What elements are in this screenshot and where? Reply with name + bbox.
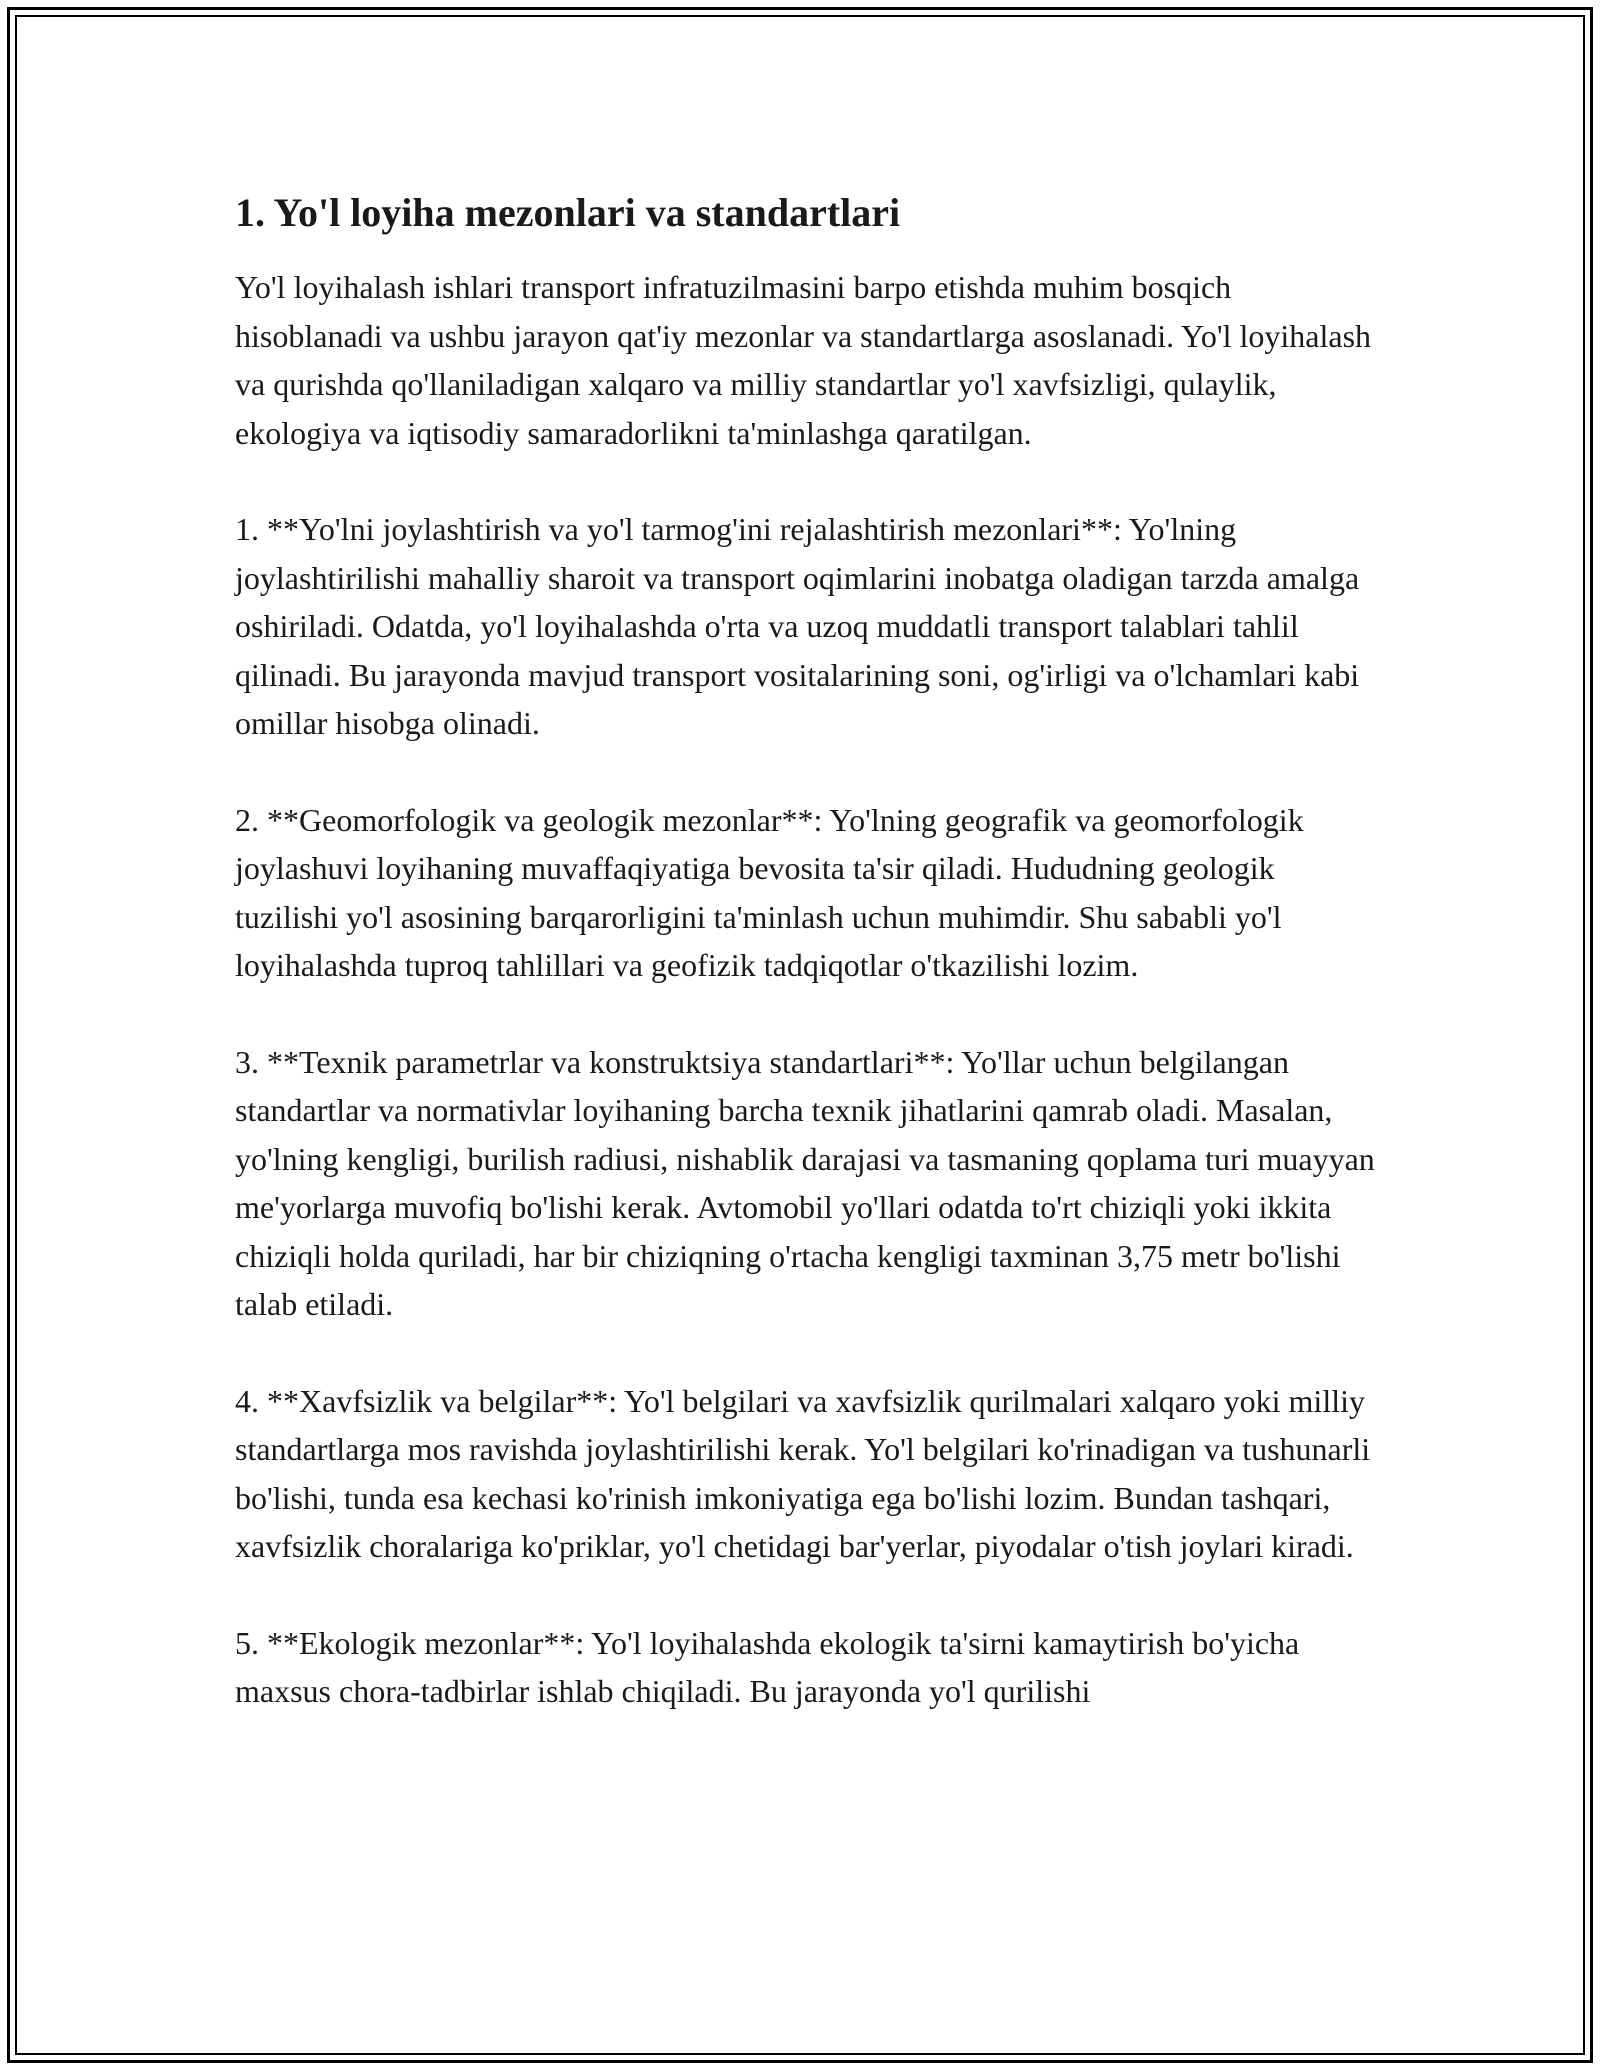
document-body <box>235 185 1375 1764</box>
criterion-safety-paragraph: 4. **Xavfsizlik va belgilar**: Yo'l belgilari va xavfsizlik qurilmalari xalqaro yoki milliy standartlarga mos ravishda joylashtirilishi kerak. Yo'l belgilari ko'rinadigan va tushunarli bo'lishi, tunda esa kechasi ko'rinish imkoniyatiga ega bo'lishi lozim. Bundan tashqari, xavfsizlik choralariga ko'priklar, yo'l chetidagi bar'yerlar, piyodalar o'tish joylari kiradi. <box>235 1382 1371 1564</box>
criterion-technical-paragraph: 3. **Texnik parametrlar va konstruktsiya standartlari**: Yo'llar uchun belgilangan standartlar va normativlar loyihaning barcha texnik jihatlarini qamrab oladi. Masalan, yo'lning kengligi, burilish radiusi, nishablik darajasi va tasmaning qoplama turi muayyan me'yorlarga muvofiq bo'lishi kerak. Avtomobil yo'llari odatda to'rt chiziqli yoki ikkita chiziqli holda quriladi, har bir chiziqning o'rtacha kengligi taxminan 3,75 metr bo'lishi talab etiladi. <box>235 1043 1375 1322</box>
section-heading: 1. Yo'l loyiha mezonlari va standartlari <box>235 190 901 235</box>
intro-paragraph: Yo'l loyihalash ishlari transport infratuzilmasini barpo etishda muhim bosqich hisoblanadi va ushbu jarayon qat'iy mezonlar va standartlarga asoslanadi. Yo'l loyihalash va qurishda qo'llaniladigan xalqaro va milliy standartlar yo'l xavfsizligi, qulaylik, ekologiya va iqtisodiy samaradorlikni ta'minlashga qaratilgan. <box>235 269 1372 451</box>
criterion-placement-paragraph: 1. **Yo'lni joylashtirish va yo'l tarmog'ini rejalashtirish mezonlari**: Yo'lning joylashtirilishi mahalliy sharoit va transport oqimlarini inobatga oladigan tarzda amalga oshiriladi. Odatda, yo'l loyihalashda o'rta va uzoq muddatli transport talablari tahlil qilinadi. Bu jarayonda mavjud transport vositalarining soni, og'irligi va o'lchamlari kabi omillar hisobga olinadi. <box>235 511 1360 741</box>
criterion-geology-paragraph: 2. **Geomorfologik va geologik mezonlar**: Yo'lning geografik va geomorfologik joylashuvi loyihaning muvaffaqiyatiga bevosita ta'sir qiladi. Hududning geologik tuzilishi yo'l asosining barqarorligini ta'minlash uchun muhimdir. Shu sababli yo'l loyihalashda tuproq tahlillari va geofizik tadqiqotlar o'tkazilishi lozim. <box>235 801 1304 983</box>
criterion-ecology-paragraph: 5. **Ekologik mezonlar**: Yo'l loyihalashda ekologik ta'sirni kamaytirish bo'yicha maxsus chora-tadbirlar ishlab chiqiladi. Bu jarayonda yo'l qurilishi <box>235 1624 1300 1709</box>
